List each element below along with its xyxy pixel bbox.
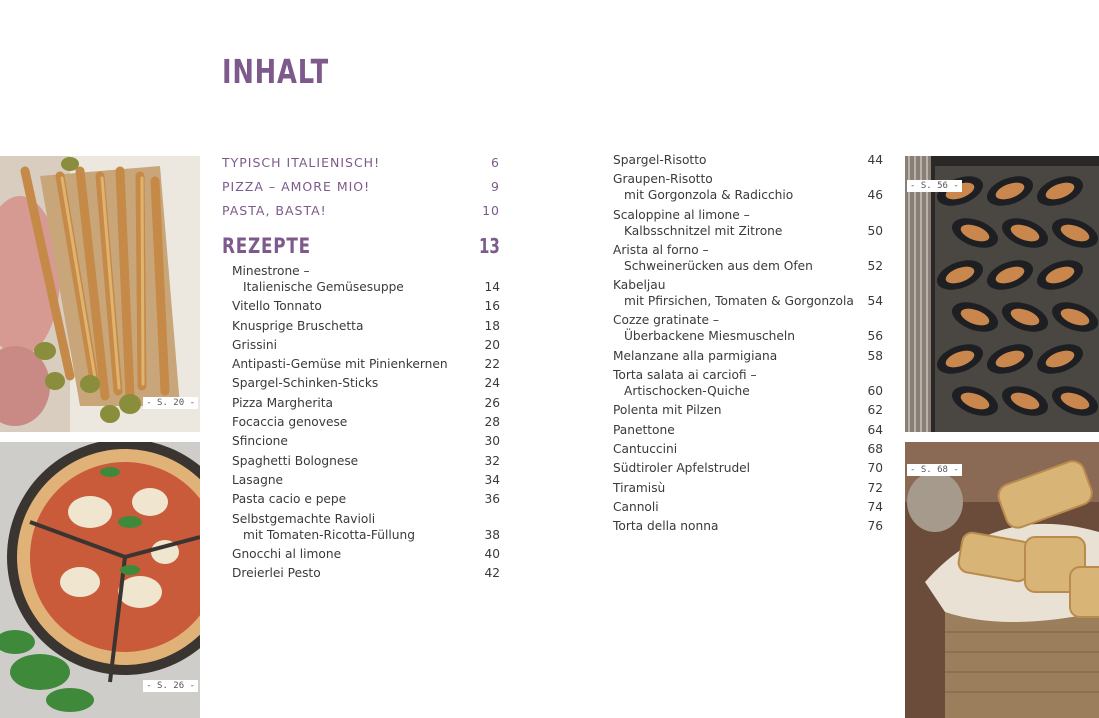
recipe-name-line1: Gnocchi al limone [232, 546, 342, 561]
recipe-entry[interactable] [232, 318, 500, 334]
recipe-entry[interactable] [613, 480, 883, 496]
page-badge: - S. 26 - [143, 680, 198, 692]
toc-section-label: PIZZA – AMORE MIO! [222, 179, 371, 194]
recipe-name-line1: Grissini [232, 337, 278, 352]
recipe-page: 64 [867, 422, 883, 437]
recipe-entry[interactable] [613, 441, 883, 457]
toc-section-pizza[interactable] [222, 179, 500, 194]
recipe-name-line1: Melanzane alla parmigiana [613, 348, 778, 363]
cantuccini-photo [905, 442, 1099, 718]
recipe-page: 34 [484, 472, 500, 487]
recipe-name-line1: Minestrone – [232, 264, 310, 278]
recipe-name-line1: Cantuccini [613, 441, 678, 456]
recipe-page: 46 [867, 188, 883, 203]
recipe-name [232, 263, 404, 295]
page-badge: - S. 20 - [143, 397, 198, 409]
recipe-list-right [613, 152, 883, 537]
recipe-name-line1: Polenta mit Pilzen [613, 403, 722, 418]
recipe-name [232, 565, 321, 581]
toc-section-label: PASTA, BASTA! [222, 203, 327, 218]
recipe-entry[interactable] [232, 546, 500, 562]
recipe-page: 72 [867, 480, 883, 495]
recipe-name-line2: mit Pfirsichen, Tomaten & Gorgonzola [624, 294, 854, 309]
recipe-entry[interactable] [613, 171, 883, 203]
mussels-image [905, 156, 1099, 432]
recipe-name-line1: Spargel-Schinken-Sticks [232, 376, 379, 391]
recipe-name-line1: Pasta cacio e pepe [232, 492, 347, 507]
recipe-entry[interactable] [232, 511, 500, 543]
recipe-entry[interactable] [613, 499, 883, 515]
recipe-page: 26 [484, 395, 500, 410]
recipe-entry[interactable] [232, 356, 500, 372]
recipe-name [232, 298, 322, 314]
recipe-page: 58 [867, 348, 883, 363]
recipe-entry[interactable] [232, 433, 500, 449]
recipe-entry[interactable] [232, 491, 500, 507]
recipe-entry[interactable] [613, 367, 883, 399]
page-badge: - S. 56 - [907, 180, 962, 192]
recipe-page: 24 [484, 376, 500, 391]
recipe-name [232, 511, 415, 543]
recipe-entry[interactable] [232, 263, 500, 295]
recipe-name-line1: Vitello Tonnato [232, 299, 322, 314]
recipe-name [613, 480, 665, 496]
recipe-name-line1: Antipasti-Gemüse mit Pinienkernen [232, 357, 448, 372]
toc-section-page: 10 [482, 203, 500, 218]
recipe-name [613, 277, 854, 309]
recipe-name [232, 491, 346, 507]
recipe-name-line1: Torta della nonna [613, 519, 719, 534]
recipe-name [232, 414, 347, 430]
recipe-name [232, 337, 277, 353]
recipe-page: 60 [867, 384, 883, 399]
recipe-entry[interactable] [613, 402, 883, 418]
recipe-page: 14 [484, 280, 500, 294]
recipe-name-line1: Spaghetti Bolognese [232, 453, 359, 468]
recipe-entry[interactable] [232, 472, 500, 488]
recipe-name-line1: Scaloppine al limone – [613, 207, 750, 222]
pizza-photo [0, 442, 200, 718]
recipe-name-line1: Selbstgemachte Ravioli [232, 511, 376, 526]
recipe-name [613, 518, 718, 534]
recipe-name [613, 367, 757, 399]
recipe-name [232, 375, 378, 391]
recipe-name-line1: Cannoli [613, 499, 659, 514]
grissini-image [0, 156, 200, 432]
recipe-entry[interactable] [613, 152, 883, 168]
cantuccini-image [905, 442, 1099, 718]
recipe-entry[interactable] [613, 460, 883, 476]
recipe-entry[interactable] [232, 337, 500, 353]
grissini-photo [0, 156, 200, 432]
recipe-page: 36 [484, 492, 500, 507]
recipe-entry[interactable] [613, 242, 883, 274]
recipe-page: 16 [484, 299, 500, 314]
recipe-name [613, 312, 795, 344]
toc-section-label: TYPISCH ITALIENISCH! [222, 155, 381, 170]
recipe-entry[interactable] [232, 565, 500, 581]
recipe-name [613, 402, 722, 418]
toc-section-rezepte[interactable] [222, 234, 500, 258]
recipe-name [232, 318, 363, 334]
recipe-page: 74 [867, 499, 883, 514]
recipe-name [232, 472, 283, 488]
recipe-page: 18 [484, 318, 500, 333]
recipe-name [613, 460, 750, 476]
recipe-page: 42 [484, 566, 500, 581]
toc-section-page: 9 [491, 179, 500, 194]
pizza-image [0, 442, 200, 718]
recipe-name-line1: Kabeljau [613, 278, 666, 293]
toc-section-typisch[interactable] [222, 155, 500, 170]
recipe-page: 38 [484, 527, 500, 542]
recipe-name [613, 441, 677, 457]
recipe-entry[interactable] [232, 375, 500, 391]
recipe-name-line2: Kalbsschnitzel mit Zitrone [624, 223, 783, 238]
recipe-name-line1: Spargel-Risotto [613, 153, 707, 167]
recipe-name-line1: Lasagne [232, 472, 284, 487]
recipe-name [613, 207, 782, 239]
recipe-name-line2: Italienische Gemüsesuppe [243, 280, 404, 294]
recipe-page: 20 [484, 337, 500, 352]
recipe-page: 30 [484, 434, 500, 449]
recipe-name [232, 356, 448, 372]
recipe-name-line2: Artischocken-Quiche [624, 384, 750, 399]
recipe-page: 54 [867, 294, 883, 309]
recipe-entry[interactable] [613, 277, 883, 309]
recipe-name-line1: Panettone [613, 422, 675, 437]
page-title: INHALT [222, 52, 329, 91]
recipe-entry[interactable] [613, 207, 883, 239]
recipe-name [613, 348, 777, 364]
recipe-entry[interactable] [232, 414, 500, 430]
recipe-page: 68 [867, 441, 883, 456]
recipe-name-line1: Pizza Margherita [232, 395, 333, 410]
recipe-name-line1: Cozze gratinate – [613, 313, 719, 328]
recipe-page: 44 [867, 153, 883, 167]
recipe-name [232, 395, 333, 411]
recipe-entry[interactable] [613, 348, 883, 364]
recipe-name-line1: Arista al forno – [613, 242, 709, 257]
recipe-page: 52 [867, 258, 883, 273]
recipe-name [613, 171, 793, 203]
recipe-entry[interactable] [232, 453, 500, 469]
recipe-name-line1: Südtiroler Apfelstrudel [613, 461, 751, 476]
recipe-entry[interactable] [232, 298, 500, 314]
recipe-name-line2: Überbackene Miesmuscheln [624, 329, 796, 344]
recipe-name-line2: mit Gorgonzola & Radicchio [624, 188, 794, 203]
recipe-page: 50 [867, 223, 883, 238]
recipe-name-line2: mit Tomaten-Ricotta-Füllung [243, 527, 415, 542]
recipe-entry[interactable] [613, 518, 883, 534]
recipe-page: 62 [867, 403, 883, 418]
rezepte-heading: REZEPTE [222, 234, 311, 258]
recipe-name-line2: Schweinerücken aus dem Ofen [624, 258, 813, 273]
toc-section-pasta[interactable] [222, 203, 500, 218]
recipe-page: 22 [484, 357, 500, 372]
recipe-name-line1: Tiramisù [613, 480, 666, 495]
recipe-page: 32 [484, 453, 500, 468]
recipe-name [613, 499, 659, 515]
recipe-name-line1: Dreierlei Pesto [232, 566, 321, 581]
recipe-page: 76 [867, 519, 883, 534]
recipe-name [232, 453, 358, 469]
recipe-list-left [232, 263, 500, 584]
mussels-photo [905, 156, 1099, 432]
recipe-name-line1: Torta salata ai carciofi – [613, 368, 757, 383]
rezepte-page: 13 [479, 234, 500, 258]
recipe-entry[interactable] [232, 395, 500, 411]
toc-section-page: 6 [491, 155, 500, 170]
recipe-name-line1: Graupen-Risotto [613, 172, 713, 187]
recipe-page: 40 [484, 546, 500, 561]
recipe-page: 28 [484, 415, 500, 430]
recipe-name-line1: Focaccia genovese [232, 415, 348, 430]
recipe-page: 70 [867, 461, 883, 476]
recipe-name [232, 433, 288, 449]
recipe-entry[interactable] [613, 422, 883, 438]
recipe-entry[interactable] [613, 312, 883, 344]
recipe-name [613, 152, 706, 168]
recipe-name [232, 546, 341, 562]
recipe-name-line1: Sfincione [232, 434, 288, 449]
recipe-name [613, 242, 813, 274]
recipe-page: 56 [867, 329, 883, 344]
recipe-name [613, 422, 675, 438]
page-badge: - S. 68 - [907, 464, 962, 476]
recipe-name-line1: Knusprige Bruschetta [232, 318, 364, 333]
